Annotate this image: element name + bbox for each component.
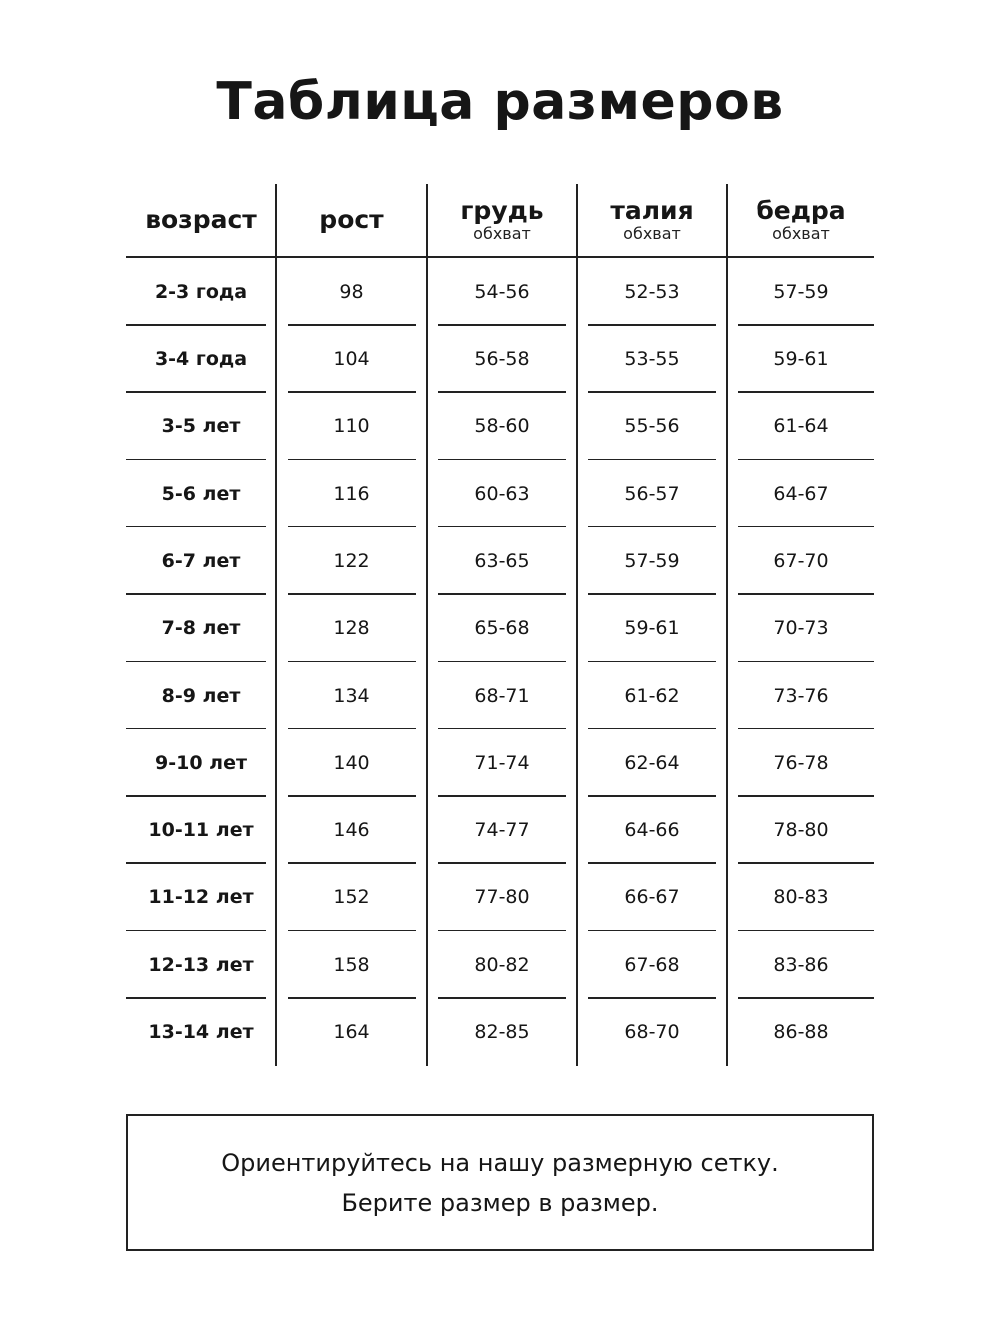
cell-chest: 77-80	[474, 886, 530, 909]
header-age	[126, 184, 276, 256]
cell-waist: 57-59	[624, 549, 680, 572]
cell-chest: 60-63	[474, 482, 530, 505]
cell-waist: 67-68	[624, 953, 680, 976]
cell-chest: 56-58	[474, 348, 530, 371]
table-row	[126, 258, 874, 326]
cell-age: 6-7 лет	[161, 549, 241, 572]
size-table	[126, 184, 874, 1066]
cell-hips: 70-73	[773, 617, 829, 640]
header-waist	[578, 184, 726, 256]
cell-hips: 73-76	[773, 684, 829, 707]
table-row	[126, 729, 874, 797]
header-age-label: возраст	[145, 205, 257, 234]
cell-height: 134	[333, 684, 370, 707]
cell-age: 8-9 лет	[161, 684, 241, 707]
cell-waist: 64-66	[624, 819, 680, 842]
header-hips-label: бедра	[756, 196, 846, 225]
cell-height: 164	[333, 1021, 370, 1044]
cell-age: 7-8 лет	[161, 617, 241, 640]
table-row	[126, 325, 874, 393]
cell-age: 12-13 лет	[148, 953, 254, 976]
table-row	[126, 393, 874, 461]
cell-chest: 63-65	[474, 549, 530, 572]
cell-waist: 61-62	[624, 684, 680, 707]
cell-chest: 71-74	[474, 751, 530, 774]
header-height-label: рост	[319, 205, 384, 234]
cell-waist: 52-53	[624, 280, 680, 303]
page-title: Таблица размеров	[216, 72, 784, 132]
cell-height: 110	[333, 415, 370, 438]
header-chest-sub: обхват	[473, 224, 531, 243]
cell-age: 10-11 лет	[148, 819, 254, 842]
cell-height: 128	[333, 617, 370, 640]
cell-waist: 59-61	[624, 617, 680, 640]
cell-chest: 68-71	[474, 684, 530, 707]
cell-hips: 78-80	[773, 819, 829, 842]
cell-chest: 65-68	[474, 617, 530, 640]
cell-height: 158	[333, 953, 370, 976]
table-row	[126, 796, 874, 864]
cell-hips: 80-83	[773, 886, 829, 909]
table-row	[126, 998, 874, 1066]
cell-height: 104	[333, 348, 370, 371]
cell-hips: 59-61	[773, 348, 829, 371]
cell-chest: 82-85	[474, 1021, 530, 1044]
table-row	[126, 460, 874, 528]
cell-hips: 76-78	[773, 751, 829, 774]
table-row	[126, 931, 874, 999]
cell-chest: 58-60	[474, 415, 530, 438]
cell-age: 9-10 лет	[155, 751, 247, 774]
table-row	[126, 595, 874, 663]
table-row	[126, 527, 874, 595]
cell-age: 5-6 лет	[161, 482, 241, 505]
cell-age: 13-14 лет	[148, 1021, 254, 1044]
table-row	[126, 662, 874, 730]
cell-height: 116	[333, 482, 370, 505]
cell-height: 146	[333, 819, 370, 842]
cell-waist: 62-64	[624, 751, 680, 774]
cell-waist: 53-55	[624, 348, 680, 371]
header-height	[277, 184, 426, 256]
cell-age: 2-3 года	[154, 280, 248, 303]
note-line-1: Ориентируйтесь на нашу размерную сетку.	[221, 1148, 779, 1177]
cell-chest: 54-56	[474, 280, 530, 303]
header-hips	[728, 184, 874, 256]
cell-waist: 55-56	[624, 415, 680, 438]
header-waist-sub: обхват	[623, 224, 681, 243]
header-hips-sub: обхват	[772, 224, 830, 243]
size-advice-note	[126, 1114, 874, 1251]
cell-age: 3-5 лет	[161, 415, 241, 438]
cell-chest: 80-82	[474, 953, 530, 976]
cell-hips: 64-67	[773, 482, 829, 505]
cell-chest: 74-77	[474, 819, 530, 842]
cell-hips: 57-59	[773, 280, 829, 303]
cell-age: 3-4 года	[154, 348, 248, 371]
cell-hips: 86-88	[773, 1021, 829, 1044]
header-waist-label: талия	[610, 196, 694, 225]
header-chest	[428, 184, 576, 256]
cell-hips: 61-64	[773, 415, 829, 438]
cell-hips: 83-86	[773, 953, 829, 976]
cell-height: 98	[339, 280, 364, 303]
note-line-2: Берите размер в размер.	[341, 1188, 659, 1217]
cell-waist: 68-70	[624, 1021, 680, 1044]
cell-height: 122	[333, 549, 370, 572]
cell-hips: 67-70	[773, 549, 829, 572]
cell-height: 140	[333, 751, 370, 774]
cell-age: 11-12 лет	[148, 886, 254, 909]
table-row	[126, 864, 874, 932]
cell-waist: 66-67	[624, 886, 680, 909]
header-chest-label: грудь	[460, 196, 544, 225]
cell-height: 152	[333, 886, 370, 909]
cell-waist: 56-57	[624, 482, 680, 505]
